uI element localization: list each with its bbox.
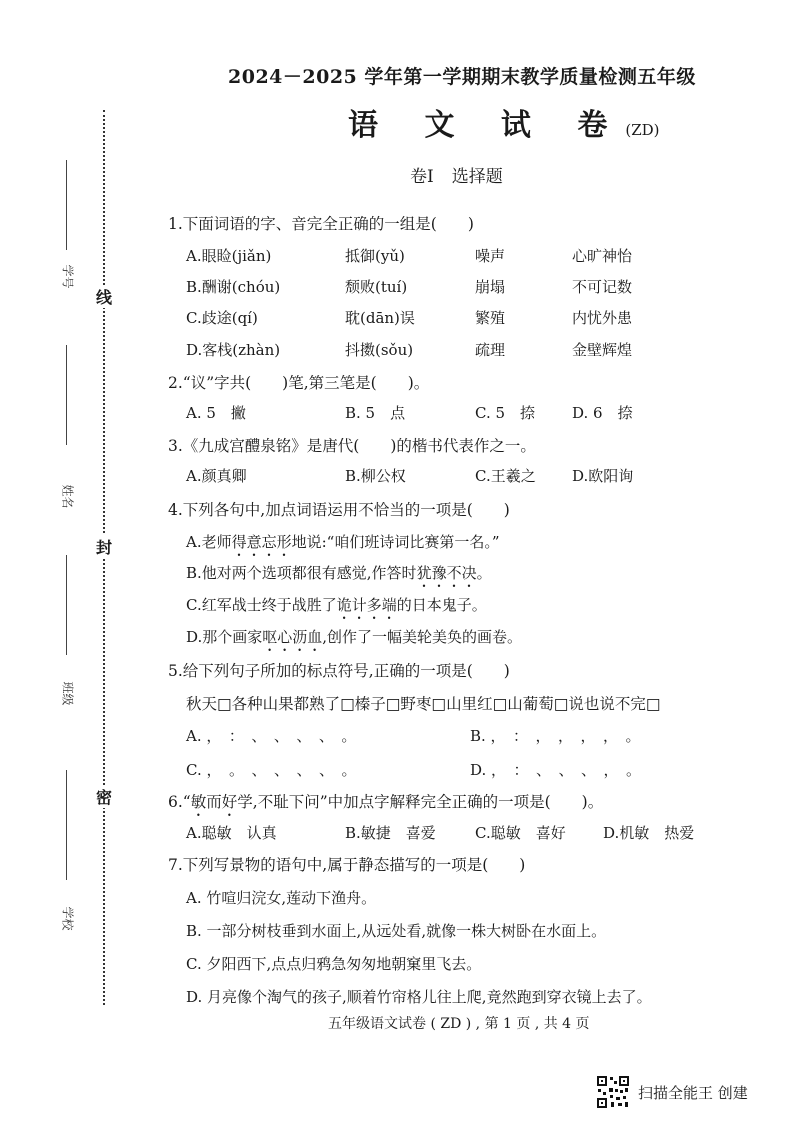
q4-b-pre: B.他对两个选项都很有感觉,作答时	[186, 564, 417, 582]
q1-d-2: 抖擞(sǒu)	[345, 341, 414, 359]
section-heading	[410, 162, 521, 187]
q1-b-4: 不可记数	[572, 278, 633, 296]
page-footer: 五年级语文试卷 ( ZD ) , 第 1 页 , 共 4 页	[328, 1016, 590, 1032]
q4-d-post: ,创作了一幅美轮美奂的画卷。	[322, 628, 523, 646]
title-text: 语 文 试 卷	[348, 108, 626, 143]
question-7-stem: 7.下列写景物的语句中,属于静态描写的一项是( )	[168, 856, 526, 874]
q1-d-1: D.客栈(zhàn)	[186, 341, 281, 359]
q1-c-2: 耽(dān)误	[345, 309, 415, 327]
question-6-stem	[168, 790, 603, 820]
q6-d: D.机敏 热爱	[603, 824, 695, 842]
q4-b-post: 。	[476, 564, 492, 582]
q1-a-4: 心旷神怡	[572, 247, 633, 265]
q6-b: B.敏捷 喜爱	[345, 824, 436, 842]
q1-d-3: 疏理	[475, 341, 506, 359]
q1-b-2: 颓败(tuí)	[345, 278, 408, 296]
q1-a-1: A.眼睑(jiǎn)	[186, 247, 272, 265]
q7-d: D. 月亮像个淘气的孩子,顺着竹帘格儿往上爬,竟然跑到穿衣镜上去了。	[186, 988, 652, 1006]
exam-header: 2024－2025 学年第一学期期末教学质量检测五年级	[228, 66, 696, 88]
question-2-stem: 2.“议”字共( )笔,第三笔是( )。	[168, 374, 430, 392]
q1-c-3: 繁殖	[475, 309, 506, 327]
q4-b	[186, 562, 492, 591]
q6-c: C.聪敏 喜好	[475, 824, 566, 842]
q1-c-1: C.歧途(qí)	[186, 309, 258, 327]
q3-d: D.欧阳询	[572, 467, 634, 485]
q1-b-3: 崩塌	[475, 278, 506, 296]
q5-b: B. ， ： ， ， ， ， 。	[470, 727, 641, 745]
q6-a: A.聪敏 认真	[186, 824, 277, 842]
q7-c: C. 夕阳西下,点点归鸦急匆匆地朝窠里飞去。	[186, 955, 482, 973]
section-label: 卷Ⅰ	[410, 167, 434, 187]
q6-stem-pre: 6.“	[168, 793, 191, 811]
q6-dot-1: 敏	[190, 793, 207, 811]
name-label: 姓名	[60, 484, 75, 509]
q1-a-2: 抵御(yǔ)	[345, 247, 405, 265]
q3-a: A.颜真卿	[186, 467, 247, 485]
q4-a-pre: A.老师	[186, 533, 232, 551]
binding-char-xian: 线	[94, 285, 114, 308]
q4-d-pre: D.那个画家	[186, 628, 263, 646]
q4-d-marked: 呕心沥血	[262, 628, 323, 646]
qr-code-icon	[596, 1075, 630, 1109]
q2-c: C. 5 捺	[475, 404, 536, 422]
q3-b: B.柳公权	[345, 467, 406, 485]
scanner-watermark	[596, 1075, 748, 1109]
student-id-label: 学号	[60, 264, 75, 289]
binding-char-mi: 密	[94, 785, 114, 808]
q4-a-post: 地说:“咱们班诗词比赛第一名。”	[291, 533, 500, 551]
q6-dot-2: 好	[221, 793, 238, 811]
q3-c: C.王羲之	[475, 467, 536, 485]
q4-a-marked: 得意忘形	[231, 533, 292, 551]
name-line	[66, 345, 67, 445]
student-id-line	[66, 160, 67, 250]
q4-b-marked: 犹豫不决	[416, 564, 477, 582]
q4-c-pre: C.红军战士终于战胜了	[186, 596, 337, 614]
question-3-stem: 3.《九成宫醴泉铭》是唐代( )的楷书代表作之一。	[168, 437, 536, 455]
q4-d	[186, 626, 522, 655]
q1-d-4: 金壁辉煌	[572, 341, 633, 359]
q5-d: D. ， ： 、 、 、 ， 。	[470, 761, 642, 779]
binding-char-feng: 封	[94, 535, 114, 558]
q1-c-4: 内忧外患	[572, 309, 633, 327]
q4-c-post: 的日本鬼子。	[396, 596, 487, 614]
q2-a: A. 5 撇	[186, 404, 246, 422]
q5-a: A. ， ： 、 、 、 、 。	[186, 727, 357, 745]
title-code: (ZD)	[625, 121, 660, 139]
q5-sentence: 秋天□各种山果都熟了□榛子□野枣□山里红□山葡萄□说也说不完□	[186, 695, 661, 713]
q7-a: A. 竹喧归浣女,莲动下渔舟。	[186, 889, 377, 907]
scanner-watermark-text: 扫描全能王 创建	[638, 1083, 748, 1102]
q7-b: B. 一部分树枝垂到水面上,从远处看,就像一株大树卧在水面上。	[186, 922, 607, 940]
q4-c	[186, 594, 487, 623]
q4-a	[186, 531, 500, 560]
question-1-stem: 1.下面词语的字、音完全正确的一组是( )	[168, 215, 474, 233]
page-title	[348, 100, 660, 144]
q2-b: B. 5 点	[345, 404, 406, 422]
class-label: 班级	[60, 681, 75, 706]
q4-c-marked: 诡计多端	[336, 596, 397, 614]
q6-stem-mid1: 而	[206, 793, 222, 811]
q5-c: C. ， 。 、 、 、 、 。	[186, 761, 357, 779]
q2-d: D. 6 捺	[572, 404, 633, 422]
q1-b-1: B.酬谢(chóu)	[186, 278, 281, 296]
question-4-stem: 4.下列各句中,加点词语运用不恰当的一项是( )	[168, 501, 510, 519]
q6-stem-mid2: 学,不耻下问”中加点字解释完全正确的一项是( )。	[237, 793, 604, 811]
class-line	[66, 555, 67, 655]
question-5-stem: 5.给下列句子所加的标点符号,正确的一项是( )	[168, 662, 510, 680]
school-line	[66, 770, 67, 880]
section-name: 选择题	[451, 167, 503, 187]
school-label: 学校	[60, 906, 75, 931]
q1-a-3: 噪声	[475, 247, 506, 265]
